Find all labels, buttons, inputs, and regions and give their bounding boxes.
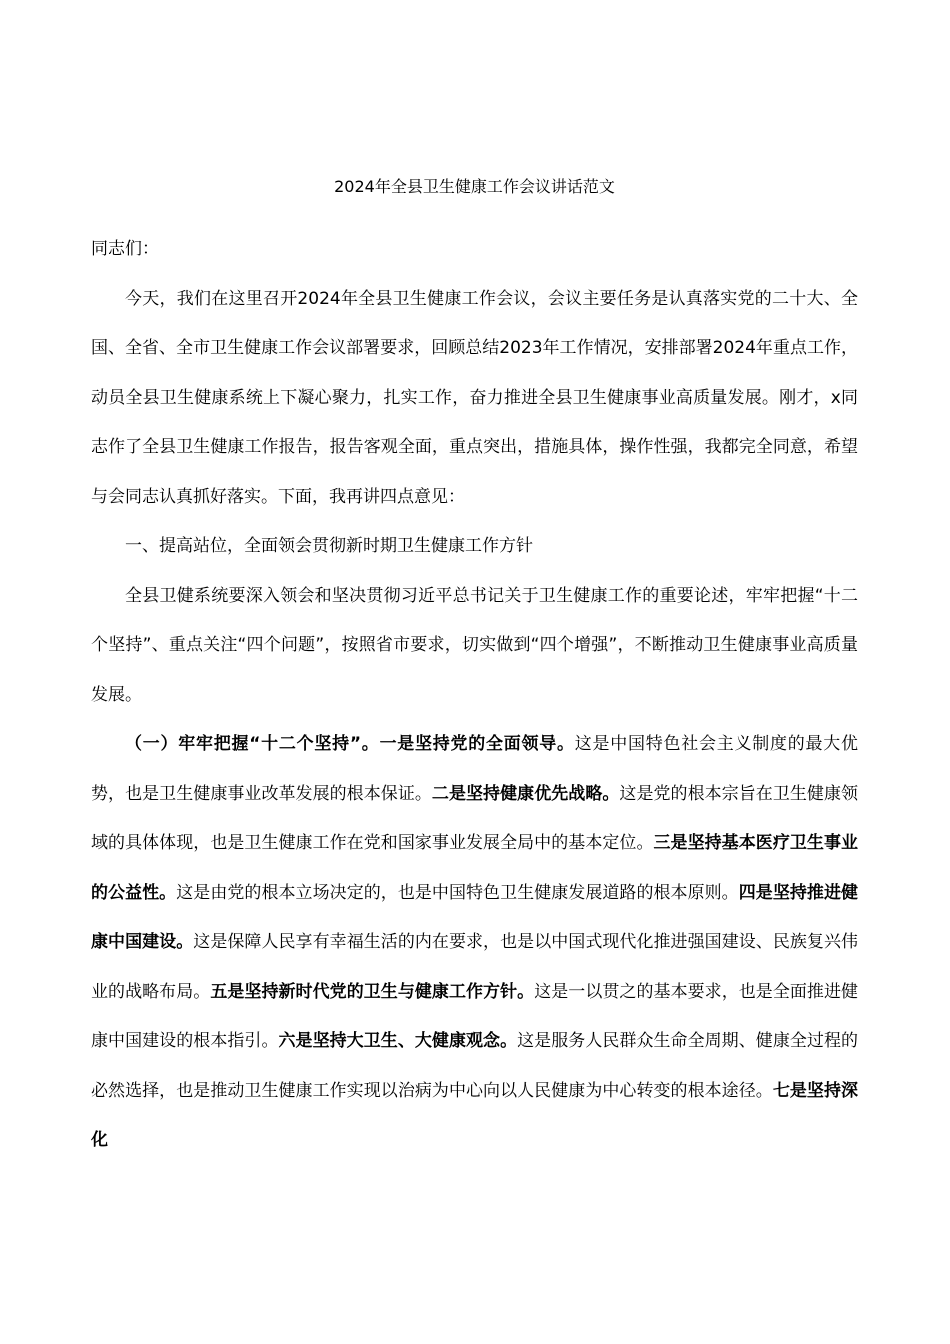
opening-paragraph: 今天，我们在这里召开2024年全县卫生健康工作会议，会议主要任务是认真落实党的二十大、全国、全省、全市卫生健康工作会议部署要求，回顾总结2023年工作情况，安排部署2024年重点工作，动员全县卫生健康系统上下凝心聚力，扎实工作，奋力推进全县卫生健康事业高质量发展。刚才，x同志作了全县卫生健康工作报告，报告客观全面，重点突出，措施具体，操作性强，我都完全同意，希望与会同志认真抓好落实。下面，我再讲四点意见：	[91, 288, 858, 507]
document-body	[91, 225, 858, 1166]
point-3-heading: 三是坚持基本医疗卫生事业的公益性。	[91, 833, 858, 903]
twelve-adherences-paragraph	[91, 720, 858, 1166]
point-1-text: 这是中国特色社会主义制度的最大优势，也是卫生健康事业改革发展的根本保证。	[91, 734, 859, 804]
section-1-intro-paragraph: 全县卫健系统要深入领会和坚决贯彻习近平总书记关于卫生健康工作的重要论述，牢牢把握“十二个坚持”、重点关注“四个问题”，按照省市要求，切实做到“四个增强”，不断推动卫生健康事业高质量发展。	[91, 585, 858, 705]
point-5-text: 这是一以贯之的基本要求，也是全面推进健康中国建设的根本指引。	[91, 981, 859, 1051]
salutation: 同志们：	[91, 239, 159, 259]
point-1-heading: 一是坚持党的全面领导。	[379, 734, 575, 754]
point-7-heading: 七是坚持深化	[91, 1080, 859, 1150]
point-5-heading: 五是坚持新时代党的卫生与健康工作方针。	[210, 981, 535, 1002]
point-2-heading: 二是坚持健康优先战略。	[431, 783, 620, 804]
point-3-text: 这是由党的根本立场决定的，也是中国特色卫生健康发展道路的根本原则。	[176, 882, 739, 903]
point-6-text: 这是服务人民群众生命全周期、健康全过程的必然选择，也是推动卫生健康工作实现以治病为中心向以人民健康为中心转变的根本途径。	[91, 1031, 859, 1101]
point-4-text: 这是保障人民享有幸福生活的内在要求，也是以中国式现代化推进强国建设、民族复兴伟业的战略布局。	[91, 932, 859, 1002]
point-2-text: 这是党的根本宗旨在卫生健康领域的具体体现，也是卫生健康工作在党和国家事业发展全局中的基本定位。	[91, 783, 859, 853]
point-4-heading: 四是坚持推进健康中国建设。	[91, 882, 859, 952]
subheading-twelve-adherences: （一）牢牢把握“十二个坚持”。	[125, 734, 380, 754]
point-6-heading: 六是坚持大卫生、大健康观念。	[278, 1031, 518, 1051]
document-title: 2024年全县卫生健康工作会议讲话范文	[334, 177, 615, 196]
section-heading-1: 一、提高站位，全面领会贯彻新时期卫生健康工作方针	[125, 536, 533, 556]
